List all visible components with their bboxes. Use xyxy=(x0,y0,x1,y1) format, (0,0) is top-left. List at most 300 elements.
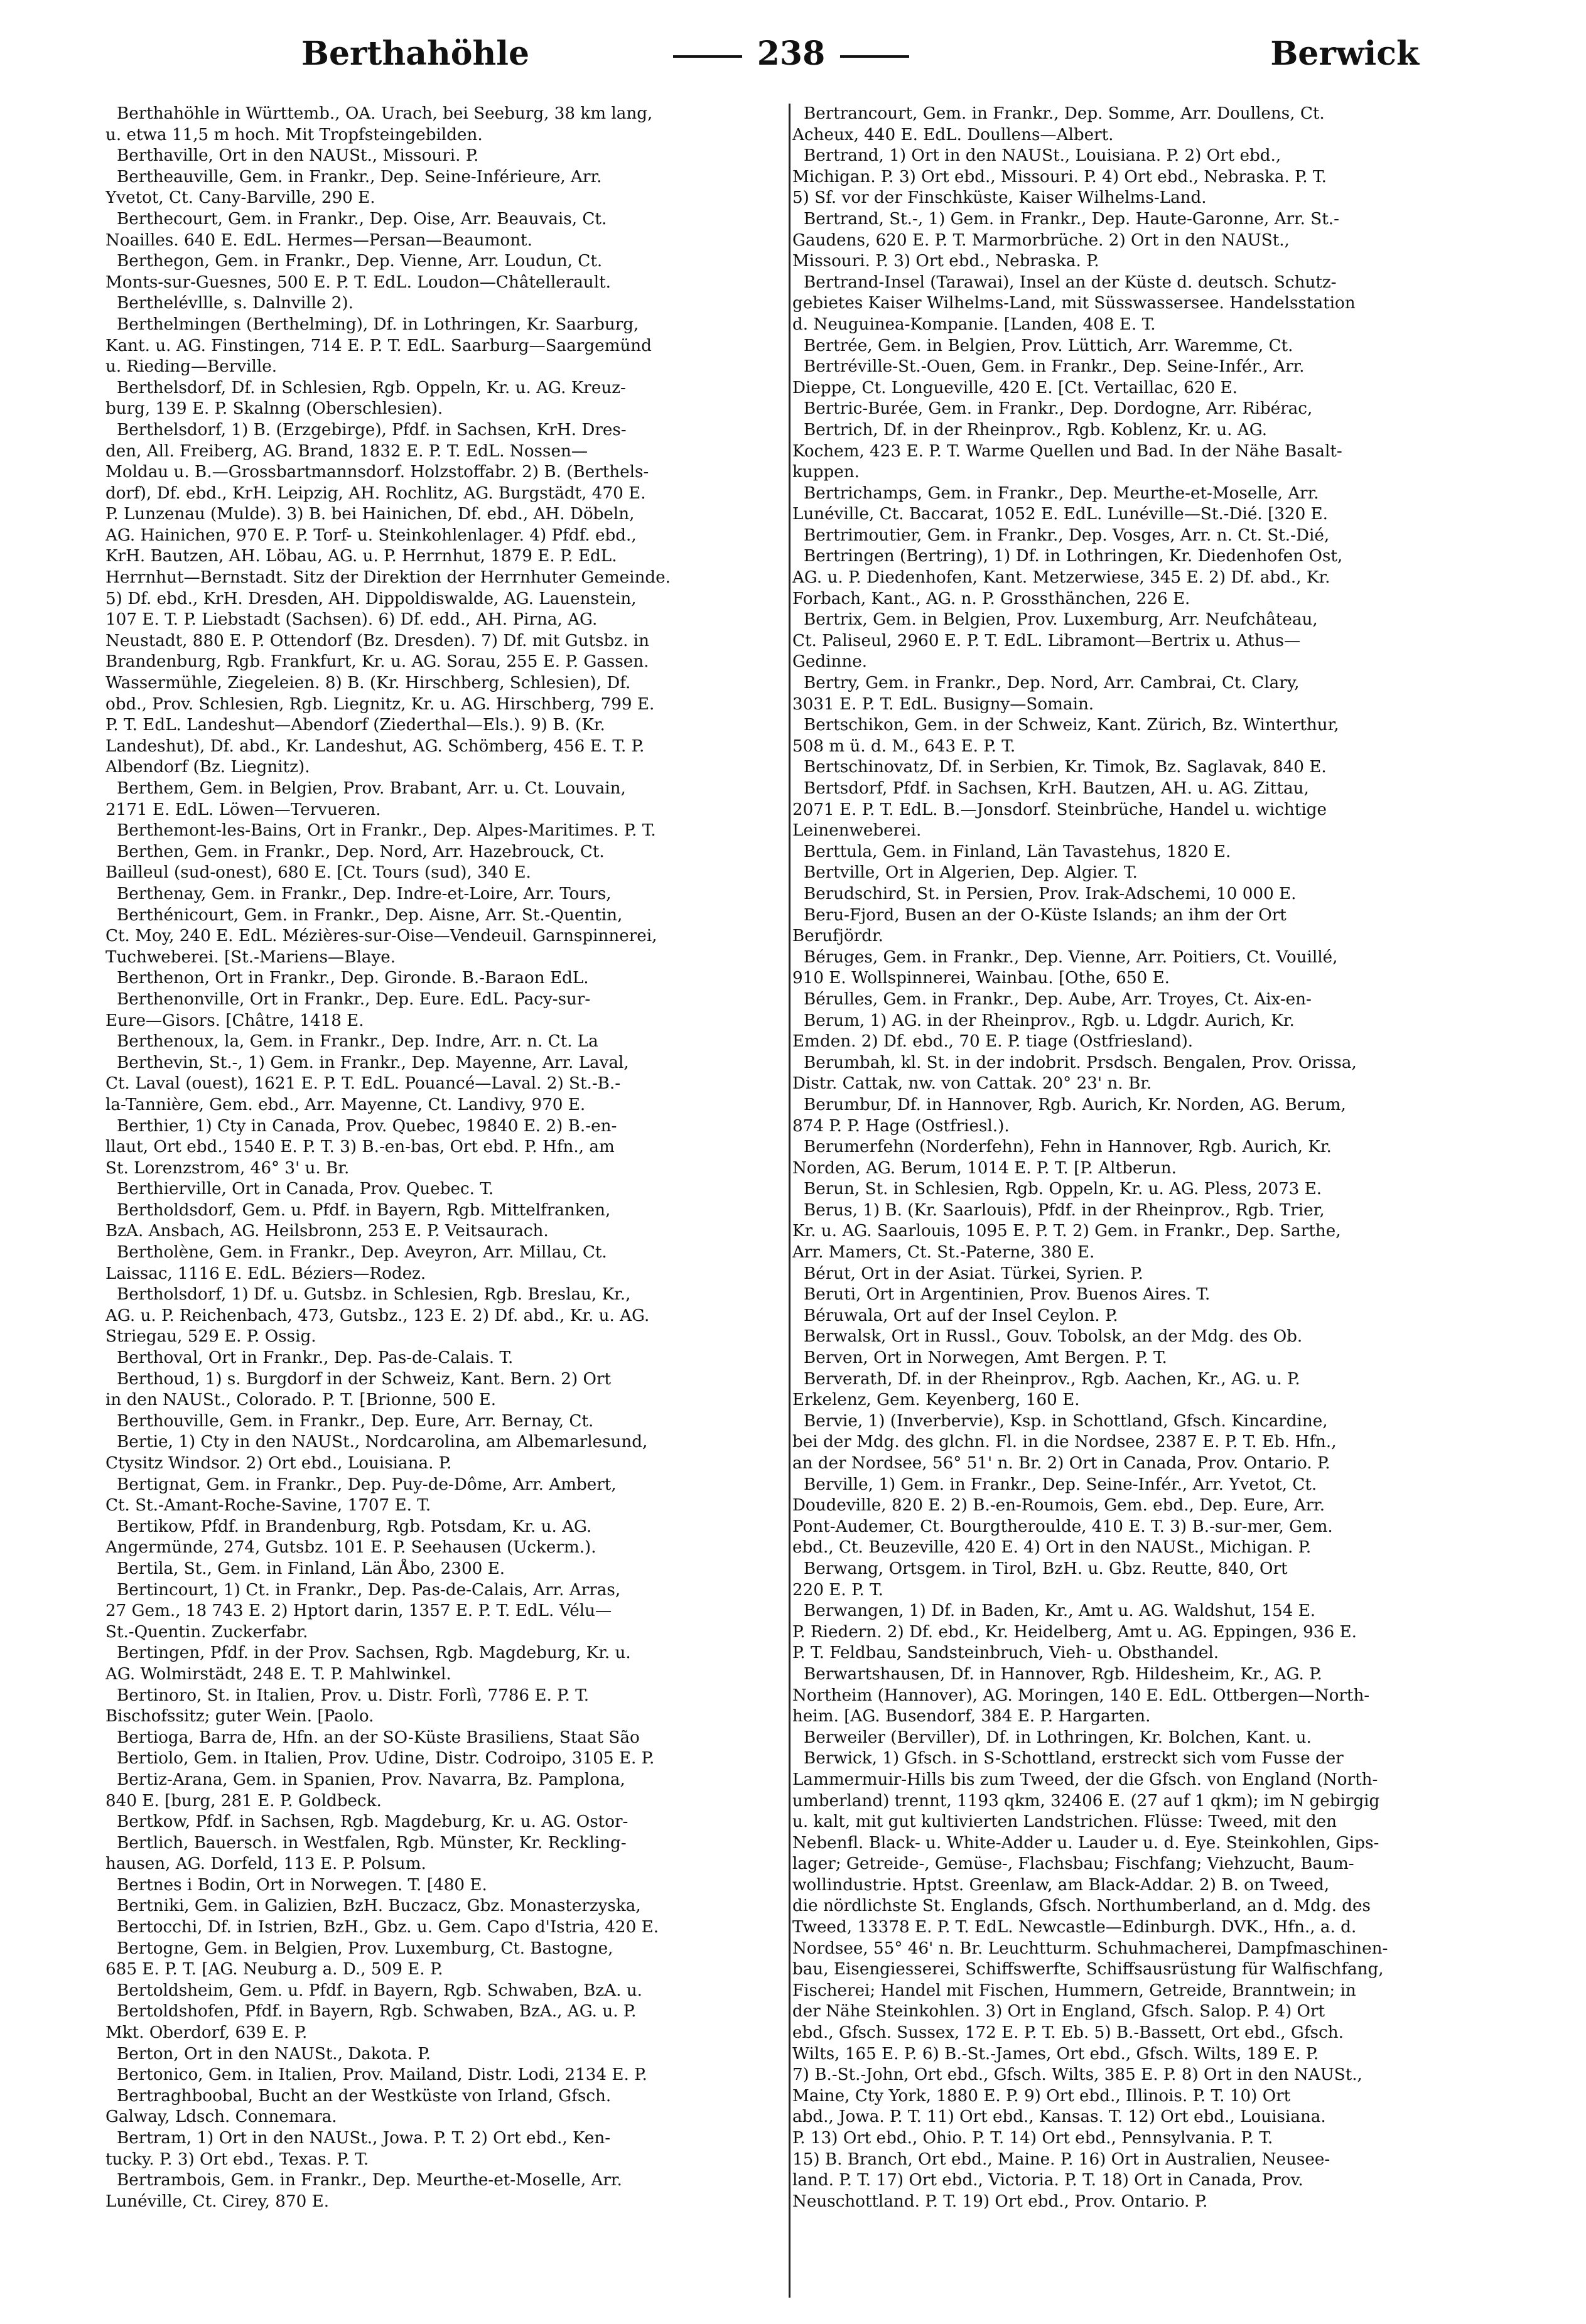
entry-line: Berumerfehn (Norderfehn), Fehn in Hannover, Rgb. Aurich, Kr. xyxy=(804,1138,1332,1157)
entry-line: Bertschinovatz, Df. in Serbien, Kr. Timok, Bz. Saglavak, 840 E. xyxy=(804,758,1327,777)
entry-line: Bertrich, Df. in der Rheinprov., Rgb. Koblenz, Kr. u. AG. xyxy=(804,420,1268,439)
entry-line: Beru-Fjord, Busen an der O-Küste Islands; an ihm der Ort xyxy=(804,905,1287,925)
entry-line: der Nähe Steinkohlen. 3) Ort in England, Gfsch. Salop. P. 4) Ort xyxy=(792,2002,1325,2021)
entry-line: Striegau, 529 E. P. Ossig. xyxy=(105,1327,316,1347)
dictionary-entry xyxy=(792,1264,1522,1285)
entry-line: Emden. 2) Df. ebd., 70 E. P. tiage (Ostfriesland). xyxy=(792,1032,1194,1052)
entry-line: Berthouville, Gem. in Frankr., Dep. Eure, Arr. Bernay, Ct. xyxy=(117,1411,594,1431)
dictionary-entry xyxy=(792,1601,1522,1664)
entry-line: Ctysitz Windsor. 2) Ort ebd., Louisiana. P. xyxy=(105,1454,452,1473)
entry-line: Noailles. 640 E. EdL. Hermes—Persan—Beaumont. xyxy=(105,230,532,250)
entry-line: hausen, AG. Dorfeld, 113 E. P. Polsum. xyxy=(105,1854,426,1874)
entry-line: Berthenonville, Ort in Frankr., Dep. Eure. EdL. Pacy-sur- xyxy=(117,989,591,1009)
entry-line: obd., Prov. Schlesien, Rgb. Liegnitz, Kr. u. AG. Hirschberg, 799 E. xyxy=(105,694,655,714)
dictionary-entry xyxy=(105,146,835,167)
entry-line: Ct. Paliseul, 2960 E. P. T. EdL. Libramont—Bertrix u. Athus— xyxy=(792,631,1301,650)
entry-line: 5) Df. ebd., KrH. Dresden, AH. Dippoldiswalde, AG. Lauenstein, xyxy=(105,589,637,608)
entry-line: tucky. P. 3) Ort ebd., Texas. P. T. xyxy=(105,2149,369,2169)
entry-line: Beruti, Ort in Argentinien, Prov. Buenos Aires. T. xyxy=(804,1285,1211,1305)
entry-line: Angermünde, 274, Gutsbz. 101 E. P. Seehausen (Uckerm.). xyxy=(105,1538,596,1557)
dictionary-entry xyxy=(792,884,1522,905)
entry-line: Berwartshausen, Df. in Hannover, Rgb. Hildesheim, Kr., AG. P. xyxy=(804,1664,1322,1684)
entry-line: Berven, Ort in Norwegen, Amt Bergen. P. T. xyxy=(804,1348,1167,1368)
entry-line: Berton, Ort in den NAUSt., Dakota. P. xyxy=(117,2044,431,2063)
entry-line: Neustadt, 880 E. P. Ottendorf (Bz. Dresden). 7) Df. mit Gutsbz. in xyxy=(105,631,649,650)
entry-line: die nördlichste St. Englands, Gfsch. Northumberland, an d. Mdg. des xyxy=(792,1896,1371,1916)
dictionary-entry xyxy=(105,968,835,989)
dictionary-entry xyxy=(792,947,1522,989)
entry-line: Berthier, 1) Cty in Canada, Prov. Quebec, 19840 E. 2) B.-en- xyxy=(117,1116,617,1136)
entry-line: Bertric-Burée, Gem. in Frankr., Dep. Dordogne, Arr. Ribérac, xyxy=(804,399,1313,419)
entry-line: St. Lorenzstrom, 46° 3' u. Br. xyxy=(105,1158,350,1178)
dictionary-entry xyxy=(792,863,1522,884)
entry-line: Missouri. P. 3) Ort ebd., Nebraska. P. xyxy=(792,252,1099,271)
dictionary-entry xyxy=(105,1812,835,1833)
dictionary-entry xyxy=(105,989,835,1031)
dictionary-entry xyxy=(105,820,835,842)
entry-line: Berverath, Df. in der Rheinprov., Rgb. Aachen, Kr., AG. u. P. xyxy=(804,1369,1300,1389)
entry-line: Bérulles, Gem. in Frankr., Dep. Aube, Arr. Troyes, Ct. Aix-en- xyxy=(804,989,1312,1009)
dictionary-entry xyxy=(105,1475,835,1517)
entry-line: AG. Hainichen, 970 E. P. Torf- u. Steinkohlenlager. 4) Pfdf. ebd., xyxy=(105,525,637,545)
entry-line: la-Tannière, Gem. ebd., Arr. Mayenne, Ct. Landivy, 970 E. xyxy=(105,1095,586,1114)
entry-line: Bérut, Ort in der Asiat. Türkei, Syrien. P. xyxy=(804,1264,1143,1283)
entry-line: Bertville, Ort in Algerien, Dep. Algier. T. xyxy=(804,863,1138,883)
dictionary-entry xyxy=(105,1686,835,1728)
dictionary-entry xyxy=(105,251,835,293)
entry-line: P. T. EdL. Landeshut—Abendorf (Ziederthal—Els.). 9) B. (Kr. xyxy=(105,716,605,735)
entry-line: u. Rieding—Berville. xyxy=(105,357,278,377)
dictionary-entry xyxy=(105,1369,835,1411)
entry-line: Michigan. P. 3) Ort ebd., Missouri. P. 4) Ort ebd., Nebraska. P. T. xyxy=(792,167,1327,186)
dictionary-entry xyxy=(105,1748,835,1770)
entry-line: heim. [AG. Busendorf, 384 E. P. Hargarten. xyxy=(792,1707,1151,1726)
dictionary-entry xyxy=(792,483,1522,525)
entry-line: ebd., Ct. Beuzeville, 420 E. 4) Ort in den NAUSt., Michigan. P. xyxy=(792,1538,1312,1557)
dictionary-entry xyxy=(792,842,1522,863)
entry-line: Ct. Moy, 240 E. EdL. Mézières-sur-Oise—Vendeuil. Garnspinnerei, xyxy=(105,927,657,946)
entry-line: Bertila, St., Gem. in Finland, Län Åbo, 2300 E. xyxy=(117,1559,505,1578)
entry-line: Berthoud, 1) s. Burgdorf in der Schweiz, Kant. Bern. 2) Ort xyxy=(117,1369,612,1389)
dictionary-entry xyxy=(105,2065,835,2086)
page-number-group xyxy=(113,35,1469,73)
entry-line: Bertholsdorf, 1) Df. u. Gutsbz. in Schlesien, Rgb. Breslau, Kr., xyxy=(117,1285,631,1305)
dictionary-entry xyxy=(105,2170,835,2212)
entry-line: Kochem, 423 E. P. T. Warme Quellen und Bad. In der Nähe Basalt- xyxy=(792,441,1342,461)
entry-line: Bertnes i Bodin, Ort in Norwegen. T. [480 E. xyxy=(117,1875,487,1895)
entry-line: Bertrand, 1) Ort in den NAUSt., Louisiana. P. 2) Ort ebd., xyxy=(804,146,1281,166)
dictionary-entry xyxy=(105,1432,835,1474)
page-header xyxy=(113,35,1469,91)
entry-line: lager; Getreide-, Gemüse-, Flachsbau; Fischfang; Viehzucht, Baum- xyxy=(792,1854,1354,1874)
entry-line: AG. u. P. Reichenbach, 473, Gutsbz., 123 E. 2) Df. abd., Kr. u. AG. xyxy=(105,1306,650,1325)
entry-line: Maine, Cty York, 1880 E. P. 9) Ort ebd., Illinois. P. T. 10) Ort xyxy=(792,2086,1291,2106)
entry-line: AG. Wolmirstädt, 248 E. T. P. Mahlwinkel. xyxy=(105,1664,451,1684)
entry-line: 107 E. T. P. Liebstadt (Sachsen). 6) Df. edd., AH. Pirna, AG. xyxy=(105,610,598,630)
entry-line: Bertsdorf, Pfdf. in Sachsen, KrH. Bautzen, AH. u. AG. Zittau, xyxy=(804,779,1309,798)
dictionary-entry xyxy=(105,1242,835,1284)
entry-line: Albendorf (Bz. Liegnitz). xyxy=(105,758,310,777)
dictionary-entry xyxy=(105,1517,835,1559)
entry-line: 2071 E. P. T. EdL. B.—Jonsdorf. Steinbrüche, Handel u. wichtige xyxy=(792,800,1327,819)
entry-line: gebietes Kaiser Wilhelms-Land, mit Süsswassersee. Handelsstation xyxy=(792,294,1356,313)
entry-line: Berthevin, St.-, 1) Gem. in Frankr., Dep. Mayenne, Arr. Laval, xyxy=(117,1053,629,1072)
entry-line: Berthem, Gem. in Belgien, Prov. Brabant, Arr. u. Ct. Louvain, xyxy=(117,779,626,798)
dictionary-entry xyxy=(792,357,1522,399)
header-right-word: Berwick xyxy=(1270,35,1419,73)
entry-line: Bailleul (sud-onest), 680 E. [Ct. Tours (sud), 340 E. xyxy=(105,863,531,883)
dictionary-entry xyxy=(792,1095,1522,1137)
entry-line: Tweed, 13378 E. P. T. EdL. Newcastle—Edinburgh. DVK., Hfn., a. d. xyxy=(792,1918,1357,1937)
dictionary-entry xyxy=(792,1284,1522,1306)
dictionary-entry xyxy=(105,905,835,969)
dictionary-entry xyxy=(792,1306,1522,1327)
entry-line: P. Lunzenau (Mulde). 3) B. bei Hainichen, Df. ebd., AH. Döbeln, xyxy=(105,505,635,524)
dictionary-entry xyxy=(105,1917,835,1939)
entry-line: Bertrand, St.-, 1) Gem. in Frankr., Dep. Haute-Garonne, Arr. St.- xyxy=(804,209,1339,229)
entry-line: Bertincourt, 1) Ct. in Frankr., Dep. Pas-de-Calais, Arr. Arras, xyxy=(117,1580,621,1600)
entry-line: Ct. St.-Amant-Roche-Savine, 1707 E. T. xyxy=(105,1496,431,1515)
entry-line: P. T. Feldbau, Sandsteinbruch, Vieh- u. Obsthandel. xyxy=(792,1643,1219,1663)
entry-line: Arr. Mamers, Ct. St.-Paterne, 380 E. xyxy=(792,1243,1095,1262)
entry-line: Neuschottland. P. T. 19) Ort ebd., Prov. Ontario. P. xyxy=(792,2192,1208,2211)
entry-line: Berthahöhle in Württemb., OA. Urach, bei Seeburg, 38 km lang, xyxy=(117,104,653,123)
entry-line: Bertocchi, Df. in Istrien, BzH., Gbz. u. Gem. Capo d'Istria, 420 E. xyxy=(117,1918,659,1937)
entry-line: Dieppe, Ct. Longueville, 420 E. [Ct. Vertaillac, 620 E. xyxy=(792,378,1238,397)
entry-line: Berttula, Gem. in Finland, Län Tavastehus, 1820 E. xyxy=(804,842,1231,861)
dictionary-entry xyxy=(792,1348,1522,1369)
entry-line: Bertikow, Pfdf. in Brandenburg, Rgb. Potsdam, Kr. u. AG. xyxy=(117,1517,592,1536)
entry-line: Berthecourt, Gem. in Frankr., Dep. Oise, Arr. Beauvais, Ct. xyxy=(117,209,607,229)
entry-line: Bertiz-Arana, Gem. in Spanien, Prov. Navarra, Bz. Pamplona, xyxy=(117,1770,625,1789)
entry-line: 840 E. [burg, 281 E. P. Goldbeck. xyxy=(105,1791,382,1810)
entry-line: Bertheauville, Gem. in Frankr., Dep. Seine-Inférieure, Arr. xyxy=(117,167,602,186)
entry-line: Berthénicourt, Gem. in Frankr., Dep. Aisne, Arr. St.-Quentin, xyxy=(117,905,623,925)
entry-line: Bertrix, Gem. in Belgien, Prov. Luxemburg, Arr. Neufchâteau, xyxy=(804,610,1318,630)
dictionary-entry xyxy=(105,1875,835,1896)
entry-line: BzA. Ansbach, AG. Heilsbronn, 253 E. P. Veitsaurach. xyxy=(105,1222,549,1241)
entry-line: Brandenburg, Rgb. Frankfurt, Kr. u. AG. Sorau, 255 E. P. Gassen. xyxy=(105,652,649,672)
entry-line: Berthierville, Ort in Canada, Prov. Quebec. T. xyxy=(117,1180,494,1199)
dictionary-entry xyxy=(105,1896,835,1917)
entry-line: Bischofssitz; guter Wein. [Paolo. xyxy=(105,1707,374,1726)
entry-line: den, All. Freiberg, AG. Brand, 1832 E. P. T. EdL. Nossen— xyxy=(105,441,588,461)
entry-line: an der Nordsee, 56° 51' n. Br. 2) Ort in Canada, Prov. Ontario. P. xyxy=(792,1454,1330,1473)
dictionary-entry xyxy=(105,1411,835,1433)
entry-line: Bertignat, Gem. in Frankr., Dep. Puy-de-Dôme, Arr. Ambert, xyxy=(117,1475,617,1494)
column-divider xyxy=(789,104,790,2298)
dictionary-entry xyxy=(105,1728,835,1749)
entry-line: Erkelenz, Gem. Keyenberg, 160 E. xyxy=(792,1391,1080,1410)
dictionary-entry xyxy=(105,293,835,315)
entry-line: Mkt. Oberdorf, 639 E. P. xyxy=(105,2023,308,2043)
entry-line: Lunéville, Ct. Cirey, 870 E. xyxy=(105,2192,330,2211)
entry-line: Bertholdsdorf, Gem. u. Pfdf. in Bayern, Rgb. Mittelfranken, xyxy=(117,1200,611,1220)
dictionary-entry xyxy=(792,757,1522,778)
entry-line: land. P. T. 17) Ort ebd., Victoria. P. T. 18) Ort in Canada, Prov. xyxy=(792,2171,1303,2190)
entry-line: 27 Gem., 18 743 E. 2) Hptort darin, 1357 E. P. T. EdL. Vélu— xyxy=(105,1601,612,1621)
entry-line: P. Riedern. 2) Df. ebd., Kr. Heidelberg, Amt u. AG. Eppingen, 936 E. xyxy=(792,1622,1357,1642)
dictionary-entry xyxy=(792,610,1522,673)
entry-line: Berville, 1) Gem. in Frankr., Dep. Seine-Infér., Arr. Yvetot, Ct. xyxy=(804,1475,1317,1494)
entry-line: Tuchweberei. [St.-Mariens—Blaye. xyxy=(105,947,396,967)
entry-line: 2171 E. EdL. Löwen—Tervueren. xyxy=(105,800,381,819)
entry-line: Bertry, Gem. in Frankr., Dep. Nord, Arr. Cambrai, Ct. Clary, xyxy=(804,674,1300,693)
entry-line: 220 E. P. T. xyxy=(792,1580,883,1600)
entry-line: Berwangen, 1) Df. in Baden, Kr., Amt u. AG. Waldshut, 154 E. xyxy=(804,1601,1316,1621)
dictionary-entry xyxy=(792,1411,1522,1475)
entry-line: Bertrancourt, Gem. in Frankr., Dep. Somme, Arr. Doullens, Ct. xyxy=(804,104,1325,123)
left-column xyxy=(105,104,835,2301)
right-column xyxy=(792,104,1522,2301)
entry-line: Bertrand-Insel (Tarawai), Insel an der Küste d. deutsch. Schutz- xyxy=(804,272,1337,292)
entry-line: d. Neuguinea-Kompanie. [Landen, 408 E. T. xyxy=(792,315,1156,334)
dictionary-entry xyxy=(105,378,835,420)
entry-line: Bertingen, Pfdf. in der Prov. Sachsen, Rgb. Magdeburg, Kr. u. xyxy=(117,1643,631,1663)
dictionary-entry xyxy=(792,778,1522,842)
entry-line: Berus, 1) B. (Kr. Saarlouis), Pfdf. in der Rheinprov., Rgb. Trier, xyxy=(804,1200,1325,1220)
entry-line: Monts-sur-Guesnes, 500 E. P. T. EdL. Loudon—Châtellerault. xyxy=(105,272,611,292)
entry-line: 685 E. P. T. [AG. Neuburg a. D., 509 E. P. xyxy=(105,1960,443,1979)
dictionary-entry xyxy=(105,1200,835,1242)
dictionary-entry xyxy=(792,420,1522,483)
entry-line: u. kalt, mit gut kultivierten Landstrichen. Flüsse: Tweed, mit den xyxy=(792,1812,1337,1832)
entry-line: Berumbur, Df. in Hannover, Rgb. Aurich, Kr. Norden, AG. Berum, xyxy=(804,1095,1346,1114)
dictionary-entry xyxy=(105,209,835,251)
entry-line: Berthen, Gem. in Frankr., Dep. Nord, Arr. Hazebrouck, Ct. xyxy=(117,842,605,861)
dictionary-entry xyxy=(105,842,835,884)
entry-line: Lunéville, Ct. Baccarat, 1052 E. EdL. Lunéville—St.-Dié. [320 E. xyxy=(792,505,1328,524)
entry-line: Bertrambois, Gem. in Frankr., Dep. Meurthe-et-Moselle, Arr. xyxy=(117,2171,622,2190)
entry-line: wollindustrie. Hptst. Greenlaw, am Black-Addar. 2) B. on Tweed, xyxy=(792,1875,1330,1895)
entry-line: 7) B.-St.-John, Ort ebd., Gfsch. Wilts, 385 E. P. 8) Ort in den NAUSt., xyxy=(792,2065,1362,2085)
entry-line: ebd., Gfsch. Sussex, 172 E. P. T. Eb. 5) B.-Bassett, Ort ebd., Gfsch. xyxy=(792,2023,1344,2043)
dictionary-entry xyxy=(792,104,1522,146)
entry-line: AG. u. P. Diedenhofen, Kant. Metzerwiese, 345 E. 2) Df. abd., Kr. xyxy=(792,568,1330,588)
dictionary-entry xyxy=(105,2086,835,2128)
entry-line: Bertram, 1) Ort in den NAUSt., Jowa. P. T. 2) Ort ebd., Ken- xyxy=(117,2129,611,2148)
entry-line: Wilts, 165 E. P. 6) B.-St.-James, Ort ebd., Gfsch. Wilts, 189 E. P. xyxy=(792,2044,1319,2063)
entry-line: Berwick, 1) Gfsch. in S-Schottland, erstreckt sich vom Fusse der xyxy=(804,1749,1344,1768)
entry-line: Bertoldsheim, Gem. u. Pfdf. in Bayern, Rgb. Schwaben, BzA. u. xyxy=(117,1981,642,2000)
entry-line: Bervie, 1) (Inverbervie), Ksp. in Schottland, Gfsch. Kincardine, xyxy=(804,1411,1328,1431)
dictionary-entry xyxy=(105,1770,835,1812)
dictionary-entry xyxy=(792,1326,1522,1348)
entry-line: Bertie, 1) Cty in den NAUSt., Nordcarolina, am Albemarlesund, xyxy=(117,1433,648,1452)
entry-line: Bertringen (Bertring), 1) Df. in Lothringen, Kr. Diedenhofen Ost, xyxy=(804,547,1343,566)
entry-line: Berweiler (Berviller), Df. in Lothringen, Kr. Bolchen, Kant. u. xyxy=(804,1728,1312,1747)
entry-line: Norden, AG. Berum, 1014 E. P. T. [P. Altberun. xyxy=(792,1158,1177,1178)
dictionary-entry xyxy=(105,1559,835,1580)
entry-line: 910 E. Wollspinnerei, Wainbau. [Othe, 650 E. xyxy=(792,969,1170,988)
entry-line: P. 13) Ort ebd., Ohio. P. T. 14) Ort ebd., Pennsylvania. P. T. xyxy=(792,2129,1273,2148)
entry-line: Gaudens, 620 E. P. T. Marmorbrüche. 2) Ort in den NAUSt., xyxy=(792,230,1290,250)
entry-line: Eure—Gisors. [Châtre, 1418 E. xyxy=(105,1011,364,1030)
entry-line: Bertonico, Gem. in Italien, Prov. Mailand, Distr. Lodi, 2134 E. P. xyxy=(117,2065,647,2085)
entry-line: Pont-Audemer, Ct. Bourgtheroulde, 410 E. T. 3) B.-sur-mer, Gem. xyxy=(792,1517,1333,1536)
entry-line: Berthegon, Gem. in Frankr., Dep. Vienne, Arr. Loudun, Ct. xyxy=(117,252,603,271)
entry-line: Laissac, 1116 E. EdL. Béziers—Rodez. xyxy=(105,1264,426,1283)
entry-line: Bertkow, Pfdf. in Sachsen, Rgb. Magdeburg, Kr. u. AG. Ostor- xyxy=(117,1812,628,1832)
entry-line: Bertrimoutier, Gem. in Frankr., Dep. Vosges, Arr. n. Ct. St.-Dié, xyxy=(804,525,1330,545)
entry-line: Bertoldshofen, Pfdf. in Bayern, Rgb. Schwaben, BzA., AG. u. P. xyxy=(117,2002,637,2021)
entry-line: Berthaville, Ort in den NAUSt., Missouri. P. xyxy=(117,146,479,166)
entry-line: Landeshut), Df. abd., Kr. Landeshut, AG. Schömberg, 456 E. T. P. xyxy=(105,736,645,756)
entry-line: Gedinne. xyxy=(792,652,868,672)
dictionary-entry xyxy=(105,1833,835,1875)
entry-line: Herrnhut—Bernstadt. Sitz der Direktion der Herrnhuter Gemeinde. xyxy=(105,568,671,588)
entry-line: in den NAUSt., Colorado. P. T. [Brionne, 500 E. xyxy=(105,1391,497,1410)
entry-line: Bertréville-St.-Ouen, Gem. in Frankr., Dep. Seine-Infér., Arr. xyxy=(804,357,1305,377)
dictionary-entry xyxy=(792,336,1522,357)
entry-line: Berun, St. in Schlesien, Rgb. Oppeln, Kr. u. AG. Pless, 2073 E. xyxy=(804,1180,1322,1199)
entry-line: Kant. u. AG. Finstingen, 714 E. P. T. EdL. Saarburg—Saargemünd xyxy=(105,336,652,355)
entry-line: Berthenon, Ort in Frankr., Dep. Gironde. B.-Baraon EdL. xyxy=(117,969,589,988)
dictionary-entry xyxy=(792,146,1522,209)
entry-line: Moldau u. B.—Grossbartmannsdorf. Holzstoffabr. 2) B. (Berthels- xyxy=(105,463,649,482)
dictionary-entry xyxy=(792,1475,1522,1559)
entry-line: Berthelsdorf, Df. in Schlesien, Rgb. Oppeln, Kr. u. AG. Kreuz- xyxy=(117,378,626,397)
entry-line: Berthelmingen (Berthelming), Df. in Lothringen, Kr. Saarburg, xyxy=(117,315,639,334)
entry-line: Bertniki, Gem. in Galizien, BzH. Buczacz, Gbz. Monasterzyska, xyxy=(117,1896,641,1916)
dictionary-entry xyxy=(792,1369,1522,1411)
entry-line: Bertiolo, Gem. in Italien, Prov. Udine, Distr. Codroipo, 3105 E. P. xyxy=(117,1749,655,1768)
entry-line: Béruges, Gem. in Frankr., Dep. Vienne, Arr. Poitiers, Ct. Vouillé, xyxy=(804,947,1338,967)
entry-line: Forbach, Kant., AG. n. P. Grossthänchen, 226 E. xyxy=(792,589,1190,608)
dictionary-entry xyxy=(105,1580,835,1643)
entry-line: Berthelsdorf, 1) B. (Erzgebirge), Pfdf. in Sachsen, KrH. Dres- xyxy=(117,420,627,439)
entry-line: St.-Quentin. Zuckerfabr. xyxy=(105,1622,308,1642)
entry-line: kuppen. xyxy=(792,463,860,482)
dictionary-entry xyxy=(105,1116,835,1180)
header-dash-left xyxy=(673,55,742,58)
entry-line: Bertholène, Gem. in Frankr., Dep. Aveyron, Arr. Millau, Ct. xyxy=(117,1243,607,1262)
entry-line: Doudeville, 820 E. 2) B.-en-Roumois, Gem. ebd., Dep. Eure, Arr. xyxy=(792,1496,1325,1515)
entry-line: Bertinoro, St. in Italien, Prov. u. Distr. Forlì, 7786 E. P. T. xyxy=(117,1686,590,1705)
dictionary-entry xyxy=(105,1981,835,2002)
entry-line: Bertrée, Gem. in Belgien, Prov. Lüttich, Arr. Waremme, Ct. xyxy=(804,336,1293,355)
entry-line: Bertraghboobal, Bucht an der Westküste von Irland, Gfsch. xyxy=(117,2086,612,2106)
dictionary-entry xyxy=(792,399,1522,420)
dictionary-entry xyxy=(792,1137,1522,1179)
dictionary-entry xyxy=(792,1748,1522,2212)
entry-line: burg, 139 E. P. Skalnng (Oberschlesien). xyxy=(105,399,443,419)
entry-line: Galway, Ldsch. Connemara. xyxy=(105,2107,337,2127)
dictionary-entry xyxy=(105,420,835,778)
dictionary-entry xyxy=(105,315,835,378)
dictionary-entry xyxy=(105,884,835,905)
dictionary-entry xyxy=(792,1011,1522,1053)
entry-line: Berwalsk, Ort in Russl., Gouv. Tobolsk, an der Mdg. des Ob. xyxy=(804,1327,1303,1347)
entry-line: Berwang, Ortsgem. in Tirol, BzH. u. Gbz. Reutte, 840, Ort xyxy=(804,1559,1288,1578)
dictionary-entry xyxy=(105,1939,835,1981)
entry-line: bei der Mdg. des glchn. Fl. in die Nordsee, 2387 E. P. T. Eb. Hfn., xyxy=(792,1433,1337,1452)
entry-line: Bertrichamps, Gem. in Frankr., Dep. Meurthe-et-Moselle, Arr. xyxy=(804,483,1319,503)
dictionary-entry xyxy=(105,1031,835,1053)
dictionary-entry xyxy=(792,989,1522,1011)
dictionary-entry xyxy=(105,1053,835,1116)
dictionary-entry xyxy=(105,1348,835,1369)
dictionary-entry xyxy=(792,1200,1522,1264)
entry-line: Northeim (Hannover), AG. Moringen, 140 E. EdL. Ottbergen—North- xyxy=(792,1686,1370,1705)
dictionary-entry xyxy=(792,905,1522,947)
dictionary-entry xyxy=(792,673,1522,715)
dictionary-entry xyxy=(792,272,1522,336)
entry-line: 508 m ü. d. M., 643 E. P. T. xyxy=(792,736,1016,756)
entry-line: Berthemont-les-Bains, Ort in Frankr., Dep. Alpes-Maritimes. P. T. xyxy=(117,821,656,841)
entry-line: Berthelévllle, s. Dalnville 2). xyxy=(117,294,353,313)
dictionary-entry xyxy=(792,715,1522,757)
dictionary-entry xyxy=(105,778,835,820)
dictionary-entry xyxy=(792,1728,1522,1749)
entry-line: Bertioga, Barra de, Hfn. an der SO-Küste Brasiliens, Staat São xyxy=(117,1728,640,1747)
entry-line: Berudschird, St. in Persien, Prov. Irak-Adschemi, 10 000 E. xyxy=(804,884,1297,903)
dictionary-entry xyxy=(792,546,1522,610)
entry-line: 3031 E. P. T. EdL. Busigny—Somain. xyxy=(792,694,1094,714)
entry-line: llaut, Ort ebd., 1540 E. P. T. 3) B.-en-bas, Ort ebd. P. Hfn., am xyxy=(105,1138,615,1157)
entry-line: 15) B. Branch, Ort ebd., Maine. P. 16) Ort in Australien, Neusee- xyxy=(792,2149,1330,2169)
entry-line: umberland) trennt, 1193 qkm, 32406 E. (27 auf 1 qkm); im N gebirgig xyxy=(792,1791,1380,1810)
dictionary-entry xyxy=(792,525,1522,547)
entry-line: Berufjördr. xyxy=(792,927,883,946)
entry-line: 874 P. P. Hage (Ostfriesl.). xyxy=(792,1116,1010,1136)
dictionary-entry xyxy=(105,1284,835,1348)
entry-line: Bertlich, Bauersch. in Westfalen, Rgb. Münster, Kr. Reckling- xyxy=(117,1833,627,1853)
header-left-word: Berthahöhle xyxy=(301,35,530,73)
entry-line: Distr. Cattak, nw. von Cattak. 20° 23' n. Br. xyxy=(792,1074,1152,1094)
dictionary-entry xyxy=(105,2044,835,2065)
entry-line: Berthoval, Ort in Frankr., Dep. Pas-de-Calais. T. xyxy=(117,1348,514,1368)
dictionary-entry xyxy=(792,1559,1522,1601)
entry-line: Yvetot, Ct. Cany-Barville, 290 E. xyxy=(105,188,375,208)
entry-line: u. etwa 11,5 m hoch. Mit Tropfsteingebilden. xyxy=(105,125,483,144)
entry-line: dorf), Df. ebd., KrH. Leipzig, AH. Rochlitz, AG. Burgstädt, 470 E. xyxy=(105,483,646,503)
entry-line: Lammermuir-Hills bis zum Tweed, der die Gfsch. von England (North- xyxy=(792,1770,1378,1789)
entry-line: Bertogne, Gem. in Belgien, Prov. Luxemburg, Ct. Bastogne, xyxy=(117,1939,613,1958)
entry-line: Berthenay, Gem. in Frankr., Dep. Indre-et-Loire, Arr. Tours, xyxy=(117,884,612,903)
entry-line: Bertschikon, Gem. in der Schweiz, Kant. Zürich, Bz. Winterthur, xyxy=(804,716,1339,735)
entry-line: Berum, 1) AG. in der Rheinprov., Rgb. u. Ldgdr. Aurich, Kr. xyxy=(804,1011,1295,1030)
dictionary-entry xyxy=(105,1643,835,1685)
entry-line: Ct. Laval (ouest), 1621 E. P. T. EdL. Pouancé—Laval. 2) St.-B.- xyxy=(105,1074,621,1094)
entry-line: Berthenoux, la, Gem. in Frankr., Dep. Indre, Arr. n. Ct. La xyxy=(117,1032,598,1052)
dictionary-entry xyxy=(792,1179,1522,1200)
entry-line: 5) Sf. vor der Finschküste, Kaiser Wilhelms-Land. xyxy=(792,188,1207,208)
entry-line: Béruwala, Ort auf der Insel Ceylon. P. xyxy=(804,1306,1118,1325)
entry-line: abd., Jowa. P. T. 11) Ort ebd., Kansas. T. 12) Ort ebd., Louisiana. xyxy=(792,2107,1326,2127)
entry-line: bau, Eisengiesserei, Schiffswerfte, Schiffsausrüstung für Walfischfang, xyxy=(792,1960,1384,1979)
entry-line: Fischerei; Handel mit Fischen, Hummern, Getreide, Branntwein; in xyxy=(792,1981,1356,2000)
dictionary-entry xyxy=(105,167,835,209)
entry-line: Leinenweberei. xyxy=(792,821,922,841)
dictionary-entry xyxy=(105,2001,835,2043)
dictionary-entry xyxy=(105,1179,835,1200)
entry-line: Nordsee, 55° 46' n. Br. Leuchtturm. Schuhmacherei, Dampfmaschinen- xyxy=(792,1939,1388,1958)
dictionary-entry xyxy=(792,1664,1522,1728)
dictionary-entry xyxy=(792,209,1522,272)
page-number: 238 xyxy=(757,35,826,73)
entry-line: Nebenfl. Black- u. White-Adder u. Lauder u. d. Eye. Steinkohlen, Gips- xyxy=(792,1833,1379,1853)
dictionary-entry xyxy=(105,2128,835,2170)
entry-line: KrH. Bautzen, AH. Löbau, AG. u. P. Herrnhut, 1879 E. P. EdL. xyxy=(105,547,617,566)
dictionary-entry xyxy=(105,104,835,146)
entry-line: Wassermühle, Ziegeleien. 8) B. (Kr. Hirschberg, Schlesien), Df. xyxy=(105,674,631,693)
header-dash-right xyxy=(840,55,909,58)
dictionary-entry xyxy=(792,1053,1522,1095)
entry-line: Kr. u. AG. Saarlouis, 1095 E. P. T. 2) Gem. in Frankr., Dep. Sarthe, xyxy=(792,1222,1341,1241)
entry-line: Acheux, 440 E. EdL. Doullens—Albert. xyxy=(792,125,1114,144)
entry-line: Berumbah, kl. St. in der indobrit. Prsdsch. Bengalen, Prov. Orissa, xyxy=(804,1053,1357,1072)
